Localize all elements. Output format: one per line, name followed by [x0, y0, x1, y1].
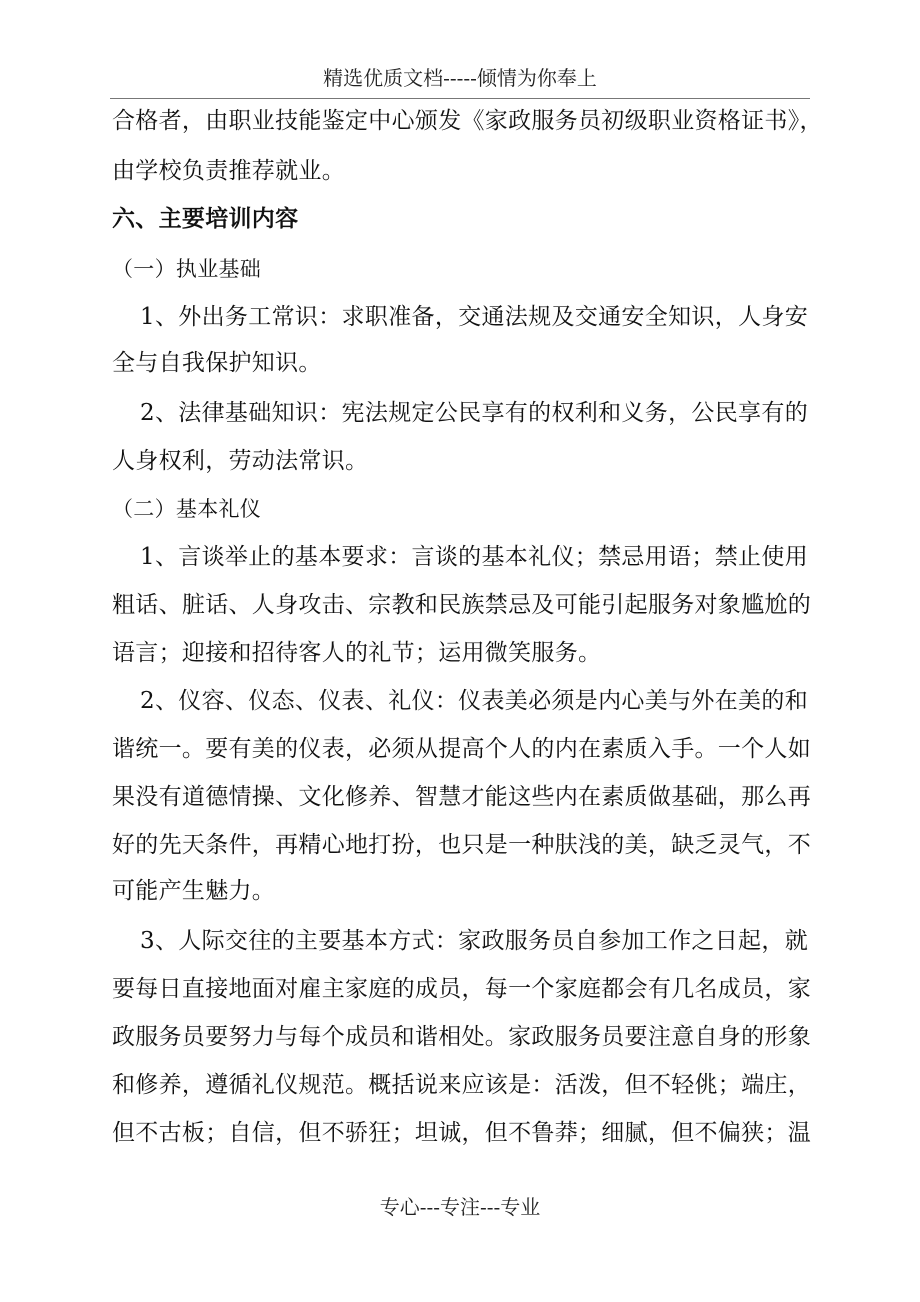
paragraph-line: 合格者，由职业技能鉴定中心颁发《家政服务员初级职业资格证书》， — [112, 108, 823, 134]
page-header — [110, 62, 810, 99]
paragraph-line: 好的先天条件，再精心地打扮，也只是一种肤浅的美，缺乏灵气，不 — [112, 832, 811, 858]
paragraph-line: 但不古板；自信，但不骄狂；坦诚，但不鲁莽；细腻，但不偏狭；温 — [112, 1120, 811, 1146]
paragraph-line: 3、人际交往的主要基本方式：家政服务员自参加工作之日起，就 — [140, 928, 808, 954]
paragraph-line: 要每日直接地面对雇主家庭的成员，每一个家庭都会有几名成员，家 — [112, 976, 811, 1002]
paragraph-line: 语言；迎接和招待客人的礼节；运用微笑服务。 — [112, 640, 602, 666]
section-heading: 六、主要培训内容 — [112, 206, 299, 232]
paragraph-line: 粗话、脏话、人身攻击、宗教和民族禁忌及可能引起服务对象尴尬的 — [112, 592, 811, 618]
paragraph-line: 谐统一。要有美的仪表，必须从提高个人的内在素质入手。一个人如 — [112, 736, 811, 762]
paragraph-line: 全与自我保护知识。 — [112, 350, 322, 376]
paragraph-line: 1、言谈举止的基本要求：言谈的基本礼仪；禁忌用语；禁止使用 — [140, 544, 808, 570]
paragraph-line: 和修养，遵循礼仪规范。概括说来应该是：活泼，但不轻佻；端庄， — [112, 1072, 811, 1098]
header-text: 精选优质文档-----倾情为你奉上 — [323, 66, 597, 90]
paragraph-line: 政服务员要努力与每个成员和谐相处。家政服务员要注意自身的形象 — [112, 1024, 811, 1050]
paragraph-line: 1、外出务工常识：求职准备，交通法规及交通安全知识，人身安 — [140, 304, 808, 330]
subsection-heading: （二）基本礼仪 — [112, 497, 262, 521]
paragraph-line: 2、仪容、仪态、仪表、礼仪：仪表美必须是内心美与外在美的和 — [140, 688, 808, 714]
paragraph-line: 可能产生魅力。 — [112, 878, 276, 904]
paragraph-line: 由学校负责推荐就业。 — [112, 158, 345, 184]
page-footer: 专心---专注---专业 — [379, 1195, 541, 1219]
paragraph-line: 人身权利，劳动法常识。 — [112, 448, 369, 474]
paragraph-line: 果没有道德情操、文化修养、智慧才能这些内在素质做基础，那么再 — [112, 784, 811, 810]
subsection-heading: （一）执业基础 — [112, 257, 262, 281]
paragraph-line: 2、法律基础知识：宪法规定公民享有的权利和义务，公民享有的 — [140, 400, 808, 426]
